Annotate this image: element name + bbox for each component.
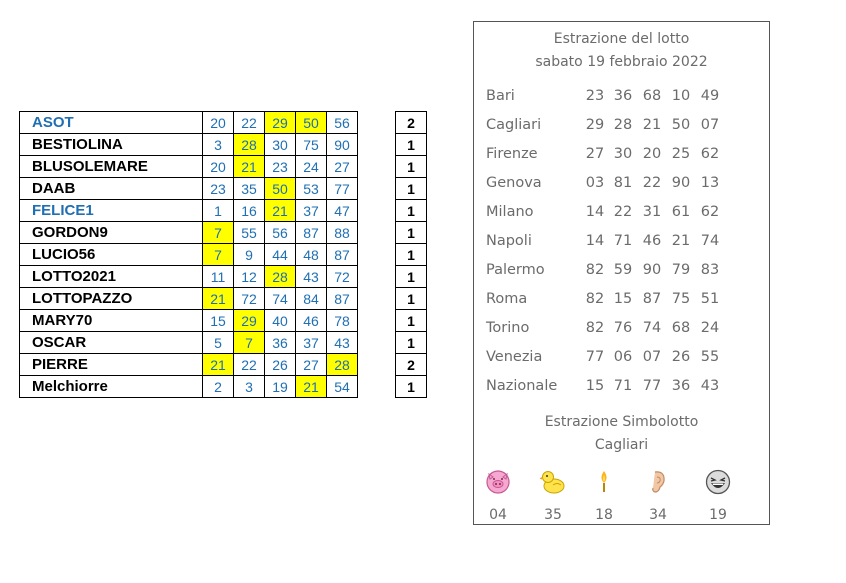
player-name: LOTTO2021 [20,266,203,288]
player-score: 2 [396,112,427,134]
wheel-number: 71 [613,378,633,394]
player-number: 3 [234,376,265,398]
wheel-number: 36 [671,378,691,394]
player-name: LUCIO56 [20,244,203,266]
player-number: 90 [327,134,358,156]
player-row [20,222,427,244]
wheel-name: Milano [486,204,534,220]
wheel-number: 21 [671,233,691,249]
player-name: FELICE1 [20,200,203,222]
player-number: 55 [234,222,265,244]
player-number: 29 [234,310,265,332]
spacer [358,178,396,200]
wheel-number: 14 [585,204,605,220]
wheel-name: Napoli [486,233,532,249]
player-row [20,310,427,332]
player-number: 56 [265,222,296,244]
player-number: 35 [234,178,265,200]
wheel-row [486,204,766,224]
player-number: 30 [265,134,296,156]
player-number: 43 [296,266,327,288]
player-number: 87 [327,244,358,266]
wheel-number: 81 [613,175,633,191]
player-number: 12 [234,266,265,288]
player-number: 40 [265,310,296,332]
player-score: 1 [396,376,427,398]
player-row [20,134,427,156]
player-number: 23 [203,178,234,200]
player-number: 29 [265,112,296,134]
player-number: 88 [327,222,358,244]
wheel-name: Cagliari [486,117,542,133]
player-number: 19 [265,376,296,398]
wheel-name: Venezia [486,349,543,365]
wheel-number: 62 [700,146,720,162]
player-number: 7 [203,222,234,244]
wheel-number: 31 [642,204,662,220]
player-number: 22 [234,354,265,376]
wheel-number: 30 [613,146,633,162]
player-number: 22 [234,112,265,134]
wheel-number: 71 [613,233,633,249]
simbolotto-number: 04 [489,507,507,523]
wheel-number: 75 [671,291,691,307]
wheel-number: 25 [671,146,691,162]
simbolotto-number: 19 [709,507,727,523]
spacer [358,332,396,354]
simbolotto-numbers [474,507,769,527]
wheel-number: 07 [700,117,720,133]
player-number: 27 [296,354,327,376]
wheel-number: 59 [613,262,633,278]
player-name: Melchiorre [20,376,203,398]
player-row [20,112,427,134]
wheel-row [486,349,766,369]
player-number: 7 [203,244,234,266]
simbolotto-number: 18 [595,507,613,523]
player-name: DAAB [20,178,203,200]
spacer [358,310,396,332]
laughing-face-icon [704,468,732,496]
player-number: 46 [296,310,327,332]
wheel-number: 90 [671,175,691,191]
wheel-number: 36 [613,88,633,104]
player-row [20,288,427,310]
wheel-row [486,233,766,253]
player-number: 53 [296,178,327,200]
player-number: 50 [296,112,327,134]
lotto-title: Estrazione del lotto [553,31,690,47]
player-number: 37 [296,200,327,222]
wheel-row [486,175,766,195]
player-row [20,266,427,288]
wheel-number: 22 [613,204,633,220]
candle-icon [590,468,618,496]
player-number: 87 [327,288,358,310]
wheel-number: 74 [642,320,662,336]
wheel-number: 28 [613,117,633,133]
player-row [20,156,427,178]
wheel-row [486,291,766,311]
pig-icon [484,468,512,496]
player-number: 11 [203,266,234,288]
player-name: GORDON9 [20,222,203,244]
player-score: 1 [396,134,427,156]
wheel-name: Genova [486,175,542,191]
lotto-date: sabato 19 febbraio 2022 [535,54,708,70]
wheel-row [486,88,766,108]
player-number: 5 [203,332,234,354]
wheel-number: 87 [642,291,662,307]
player-number: 3 [203,134,234,156]
wheel-number: 29 [585,117,605,133]
wheel-number: 55 [700,349,720,365]
player-score: 1 [396,200,427,222]
player-number: 21 [296,376,327,398]
spacer [358,112,396,134]
player-number: 2 [203,376,234,398]
wheel-number: 51 [700,291,720,307]
ear-icon [644,468,672,496]
wheel-number: 82 [585,291,605,307]
player-name: LOTTOPAZZO [20,288,203,310]
wheel-number: 68 [671,320,691,336]
player-number: 15 [203,310,234,332]
player-number: 36 [265,332,296,354]
spacer [358,354,396,376]
player-number: 44 [265,244,296,266]
player-row [20,200,427,222]
wheel-number: 46 [642,233,662,249]
spacer [358,288,396,310]
wheel-number: 06 [613,349,633,365]
player-number: 24 [296,156,327,178]
simbolotto-wheel: Cagliari [594,437,649,453]
wheel-name: Roma [486,291,528,307]
spacer [358,244,396,266]
player-number: 50 [265,178,296,200]
player-number: 20 [203,112,234,134]
wheel-number: 83 [700,262,720,278]
wheel-number: 62 [700,204,720,220]
player-name: BLUSOLEMARE [20,156,203,178]
wheel-number: 10 [671,88,691,104]
spacer [358,200,396,222]
player-score: 2 [396,354,427,376]
wheel-number: 23 [585,88,605,104]
wheel-number: 43 [700,378,720,394]
spacer [358,134,396,156]
player-number: 72 [327,266,358,288]
player-number: 1 [203,200,234,222]
player-score: 1 [396,244,427,266]
player-name: MARY70 [20,310,203,332]
players-table [19,111,427,398]
player-number: 28 [265,266,296,288]
wheel-row [486,320,766,340]
player-number: 28 [234,134,265,156]
player-number: 27 [327,156,358,178]
wheel-name: Palermo [486,262,545,278]
player-number: 28 [327,354,358,376]
spacer [358,266,396,288]
wheel-row [486,117,766,137]
player-number: 23 [265,156,296,178]
player-name: PIERRE [20,354,203,376]
player-number: 54 [327,376,358,398]
wheel-number: 49 [700,88,720,104]
wheel-number: 14 [585,233,605,249]
wheel-name: Nazionale [486,378,558,394]
wheel-number: 77 [585,349,605,365]
wheel-number: 24 [700,320,720,336]
spacer [358,222,396,244]
player-row [20,354,427,376]
wheel-number: 15 [585,378,605,394]
chick-icon [539,468,567,496]
wheel-number: 82 [585,262,605,278]
wheel-number: 79 [671,262,691,278]
player-number: 47 [327,200,358,222]
player-number: 9 [234,244,265,266]
spacer [358,376,396,398]
player-number: 75 [296,134,327,156]
wheel-name: Torino [486,320,530,336]
player-number: 16 [234,200,265,222]
player-number: 21 [234,156,265,178]
wheel-number: 74 [700,233,720,249]
player-number: 21 [203,354,234,376]
lotto-panel [473,21,770,525]
wheel-number: 07 [642,349,662,365]
player-number: 26 [265,354,296,376]
wheel-number: 50 [671,117,691,133]
player-score: 1 [396,178,427,200]
player-name: OSCAR [20,332,203,354]
player-row [20,178,427,200]
simbolotto-number: 35 [544,507,562,523]
wheel-number: 82 [585,320,605,336]
player-name: ASOT [20,112,203,134]
wheel-row [486,262,766,282]
simbolotto-number: 34 [649,507,667,523]
player-number: 20 [203,156,234,178]
wheel-number: 13 [700,175,720,191]
player-score: 1 [396,332,427,354]
player-number: 7 [234,332,265,354]
player-number: 72 [234,288,265,310]
player-score: 1 [396,266,427,288]
wheel-number: 03 [585,175,605,191]
player-row [20,244,427,266]
player-number: 78 [327,310,358,332]
player-number: 87 [296,222,327,244]
player-number: 84 [296,288,327,310]
simbolotto-title: Estrazione Simbolotto [544,414,699,430]
wheel-number: 77 [642,378,662,394]
simbolotto-icons [474,468,769,498]
wheel-name: Firenze [486,146,538,162]
wheel-number: 76 [613,320,633,336]
wheel-number: 26 [671,349,691,365]
player-score: 1 [396,156,427,178]
wheel-number: 27 [585,146,605,162]
wheel-number: 22 [642,175,662,191]
player-score: 1 [396,222,427,244]
wheel-row [486,146,766,166]
player-row [20,332,427,354]
wheel-number: 20 [642,146,662,162]
player-number: 77 [327,178,358,200]
player-number: 48 [296,244,327,266]
player-name: BESTIOLINA [20,134,203,156]
wheel-row [486,378,766,398]
player-score: 1 [396,288,427,310]
wheel-name: Bari [486,88,515,104]
player-number: 37 [296,332,327,354]
player-score: 1 [396,310,427,332]
wheel-number: 15 [613,291,633,307]
wheel-number: 21 [642,117,662,133]
spacer [358,156,396,178]
player-number: 56 [327,112,358,134]
player-number: 21 [265,200,296,222]
player-number: 74 [265,288,296,310]
player-number: 43 [327,332,358,354]
wheel-number: 68 [642,88,662,104]
player-row [20,376,427,398]
wheel-number: 61 [671,204,691,220]
player-number: 21 [203,288,234,310]
wheel-number: 90 [642,262,662,278]
